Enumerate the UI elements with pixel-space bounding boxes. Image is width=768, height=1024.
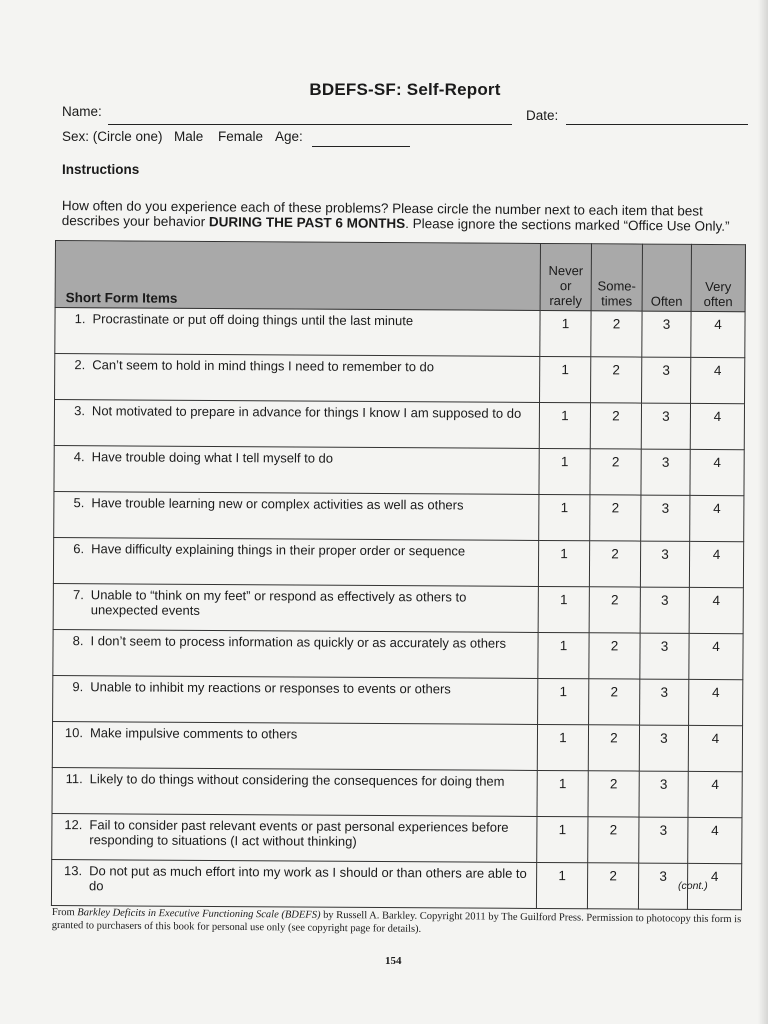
choice-1[interactable]: 1 [537, 816, 588, 862]
choice-3[interactable]: 3 [638, 863, 687, 909]
item-number: 3. [74, 403, 86, 419]
column-header-often [642, 244, 691, 311]
instructions-heading: Instructions [62, 162, 140, 177]
item-text: Have trouble learning new or complex activities as well as others [91, 495, 464, 513]
header-line: or [559, 278, 572, 294]
header-line: times [601, 293, 633, 309]
item-text: Not motivated to prepare in advance for things I know I am supposed to do [91, 403, 522, 421]
choice-1[interactable]: 1 [538, 540, 589, 586]
item-text: Unable to inhibit my reactions or responses to events or others [90, 679, 451, 697]
item-rows [51, 308, 745, 910]
choice-4[interactable]: 4 [691, 311, 745, 357]
form-title: BDEFS-SF: Self-Report [309, 80, 501, 99]
table-row [53, 675, 743, 725]
choice-3[interactable]: 3 [640, 587, 689, 633]
choice-3[interactable]: 3 [639, 771, 688, 817]
choice-3[interactable]: 3 [639, 817, 688, 863]
choice-3[interactable]: 3 [641, 403, 690, 449]
source-prefix: From [51, 906, 78, 919]
header-line: Very [705, 278, 732, 295]
choice-4[interactable]: 4 [689, 679, 743, 725]
item-number: 1. [74, 311, 86, 327]
item-number: 10. [64, 725, 84, 741]
choice-1[interactable]: 1 [539, 402, 590, 448]
item-number: 9. [72, 679, 84, 695]
choice-2[interactable]: 2 [589, 679, 640, 725]
choice-2[interactable]: 2 [591, 311, 642, 357]
choice-4[interactable]: 4 [687, 863, 741, 909]
age-field[interactable] [312, 146, 410, 147]
choice-1[interactable]: 1 [538, 586, 589, 632]
item-text: Fail to consider past relevant events or past personal experiences before responding to situations (I act without thinking) [89, 817, 509, 849]
choice-2[interactable]: 2 [588, 817, 639, 863]
header-line: Some- [597, 278, 636, 294]
table-row [52, 721, 742, 771]
choice-1[interactable]: 1 [538, 632, 589, 678]
sex-option-male[interactable]: Male [174, 129, 204, 144]
item-number: 6. [73, 541, 85, 557]
item-cell [52, 767, 537, 816]
table-row [55, 308, 745, 358]
table-row [54, 491, 744, 541]
header-line: rarely [549, 293, 582, 309]
choice-1[interactable]: 1 [540, 310, 591, 356]
choice-4[interactable]: 4 [688, 817, 742, 863]
item-cell [54, 400, 539, 449]
choice-2[interactable]: 2 [590, 403, 641, 449]
choice-1[interactable]: 1 [537, 770, 588, 816]
choice-3[interactable]: 3 [642, 311, 691, 357]
choice-2[interactable]: 2 [590, 495, 641, 541]
item-number: 2. [74, 357, 86, 373]
item-number: 5. [73, 495, 85, 511]
item-number: 12. [64, 817, 83, 833]
page-number: 154 [385, 955, 402, 967]
choice-4[interactable]: 4 [689, 587, 743, 633]
item-number: 8. [72, 633, 84, 649]
choice-1[interactable]: 1 [539, 494, 590, 540]
choice-4[interactable]: 4 [690, 449, 744, 495]
item-text: Can’t seem to hold in mind things I need to remember to do [92, 357, 435, 375]
table-row [52, 813, 742, 863]
instructions-text-part: How often do you experience each of these problems? Please circle the number next to each item that best describes your behavior [61, 198, 703, 230]
choice-2[interactable]: 2 [589, 541, 640, 587]
item-text: Likely to do things without considering the consequences for doing them [89, 771, 505, 789]
choice-1[interactable]: 1 [540, 356, 591, 402]
header-line: often [703, 293, 733, 310]
item-cell [53, 675, 538, 724]
item-number: 11. [65, 771, 83, 787]
item-cell [54, 445, 539, 494]
date-field[interactable] [566, 124, 748, 125]
choice-2[interactable]: 2 [588, 725, 639, 771]
name-label: Name: [62, 104, 102, 119]
choice-2[interactable]: 2 [589, 633, 640, 679]
date-label: Date: [526, 108, 559, 123]
instructions-text [62, 198, 752, 234]
source-text: by Russell A. Barkley. Copyright 2011 by The Guilford Press. Permission to photocopy this form is granted to purchasers of this book for personal use only (see copyright page for details). [51, 909, 742, 935]
instructions-text-part: . Please ignore the sections marked “Office Use Only.” [405, 215, 730, 234]
choice-3[interactable]: 3 [640, 633, 689, 679]
item-cell [53, 629, 538, 678]
header-line: Often [650, 293, 683, 309]
short-form-table [51, 240, 746, 910]
item-cell [54, 491, 539, 540]
item-cell [53, 583, 538, 632]
table-row [51, 859, 741, 909]
items-column-header: Short Form Items [55, 241, 540, 311]
item-text: Procrastinate or put off doing things until the last minute [92, 311, 414, 329]
choice-4[interactable]: 4 [688, 771, 742, 817]
table-row [55, 354, 745, 404]
choice-4[interactable]: 4 [690, 495, 744, 541]
choice-3[interactable]: 3 [641, 495, 690, 541]
choice-3[interactable]: 3 [642, 357, 691, 403]
item-cell [53, 537, 538, 586]
sex-label: Sex: (Circle one) [62, 129, 163, 144]
choice-1[interactable]: 1 [536, 862, 587, 908]
choice-3[interactable]: 3 [641, 449, 690, 495]
item-cell [51, 859, 536, 908]
choice-4[interactable]: 4 [690, 403, 744, 449]
age-label: Age: [275, 129, 303, 144]
choice-1[interactable]: 1 [537, 724, 588, 770]
choice-3[interactable]: 3 [640, 679, 689, 725]
instructions-emphasis: DURING THE PAST 6 MONTHS [208, 214, 406, 231]
item-text: Make impulsive comments to others [89, 725, 298, 742]
choice-2[interactable]: 2 [591, 357, 642, 403]
choice-4[interactable]: 4 [689, 633, 743, 679]
choice-4[interactable]: 4 [691, 357, 745, 403]
choice-4[interactable]: 4 [688, 725, 742, 771]
choice-2[interactable]: 2 [587, 863, 638, 909]
choice-2[interactable]: 2 [590, 449, 641, 495]
item-cell [52, 813, 537, 862]
source-citation [52, 906, 742, 939]
table-row [53, 583, 743, 633]
item-cell [55, 308, 540, 357]
item-text: Have difficulty explaining things in their proper order or sequence [91, 541, 466, 559]
page-edge-shadow [758, 0, 768, 1024]
item-text: I don’t seem to process information as quickly or as accurately as others [90, 633, 507, 651]
table-row [52, 767, 742, 817]
choice-1[interactable]: 1 [539, 448, 590, 494]
source-book-title: Barkley Deficits in Executive Functioning Scale (BDEFS) [77, 907, 321, 921]
column-header-very-often [691, 244, 745, 311]
table-row [54, 445, 744, 495]
column-header-never [540, 243, 591, 310]
choice-1[interactable]: 1 [538, 678, 589, 724]
table-row [53, 629, 743, 679]
item-text: Do not put as much effort into my work as I should or than others are able to do [89, 863, 527, 894]
item-number: 13. [64, 863, 83, 879]
item-cell [55, 354, 540, 403]
choice-3[interactable]: 3 [639, 725, 688, 771]
continued-note: (cont.) [678, 880, 708, 892]
choice-4[interactable]: 4 [689, 541, 743, 587]
choice-2[interactable]: 2 [588, 771, 639, 817]
header-line: Never [548, 263, 584, 279]
item-text: Have trouble doing what I tell myself to do [91, 449, 334, 466]
item-number: 7. [72, 587, 84, 603]
choice-2[interactable]: 2 [589, 587, 640, 633]
table-row [53, 537, 743, 587]
table-row [54, 400, 744, 450]
sex-option-female[interactable]: Female [218, 129, 264, 144]
item-text: Unable to “think on my feet” or respond as effectively as others to unexpected events [90, 587, 467, 618]
choice-3[interactable]: 3 [640, 541, 689, 587]
item-cell [52, 721, 537, 770]
column-header-sometimes [591, 244, 642, 311]
item-number: 4. [73, 449, 85, 465]
name-field[interactable] [108, 124, 512, 125]
